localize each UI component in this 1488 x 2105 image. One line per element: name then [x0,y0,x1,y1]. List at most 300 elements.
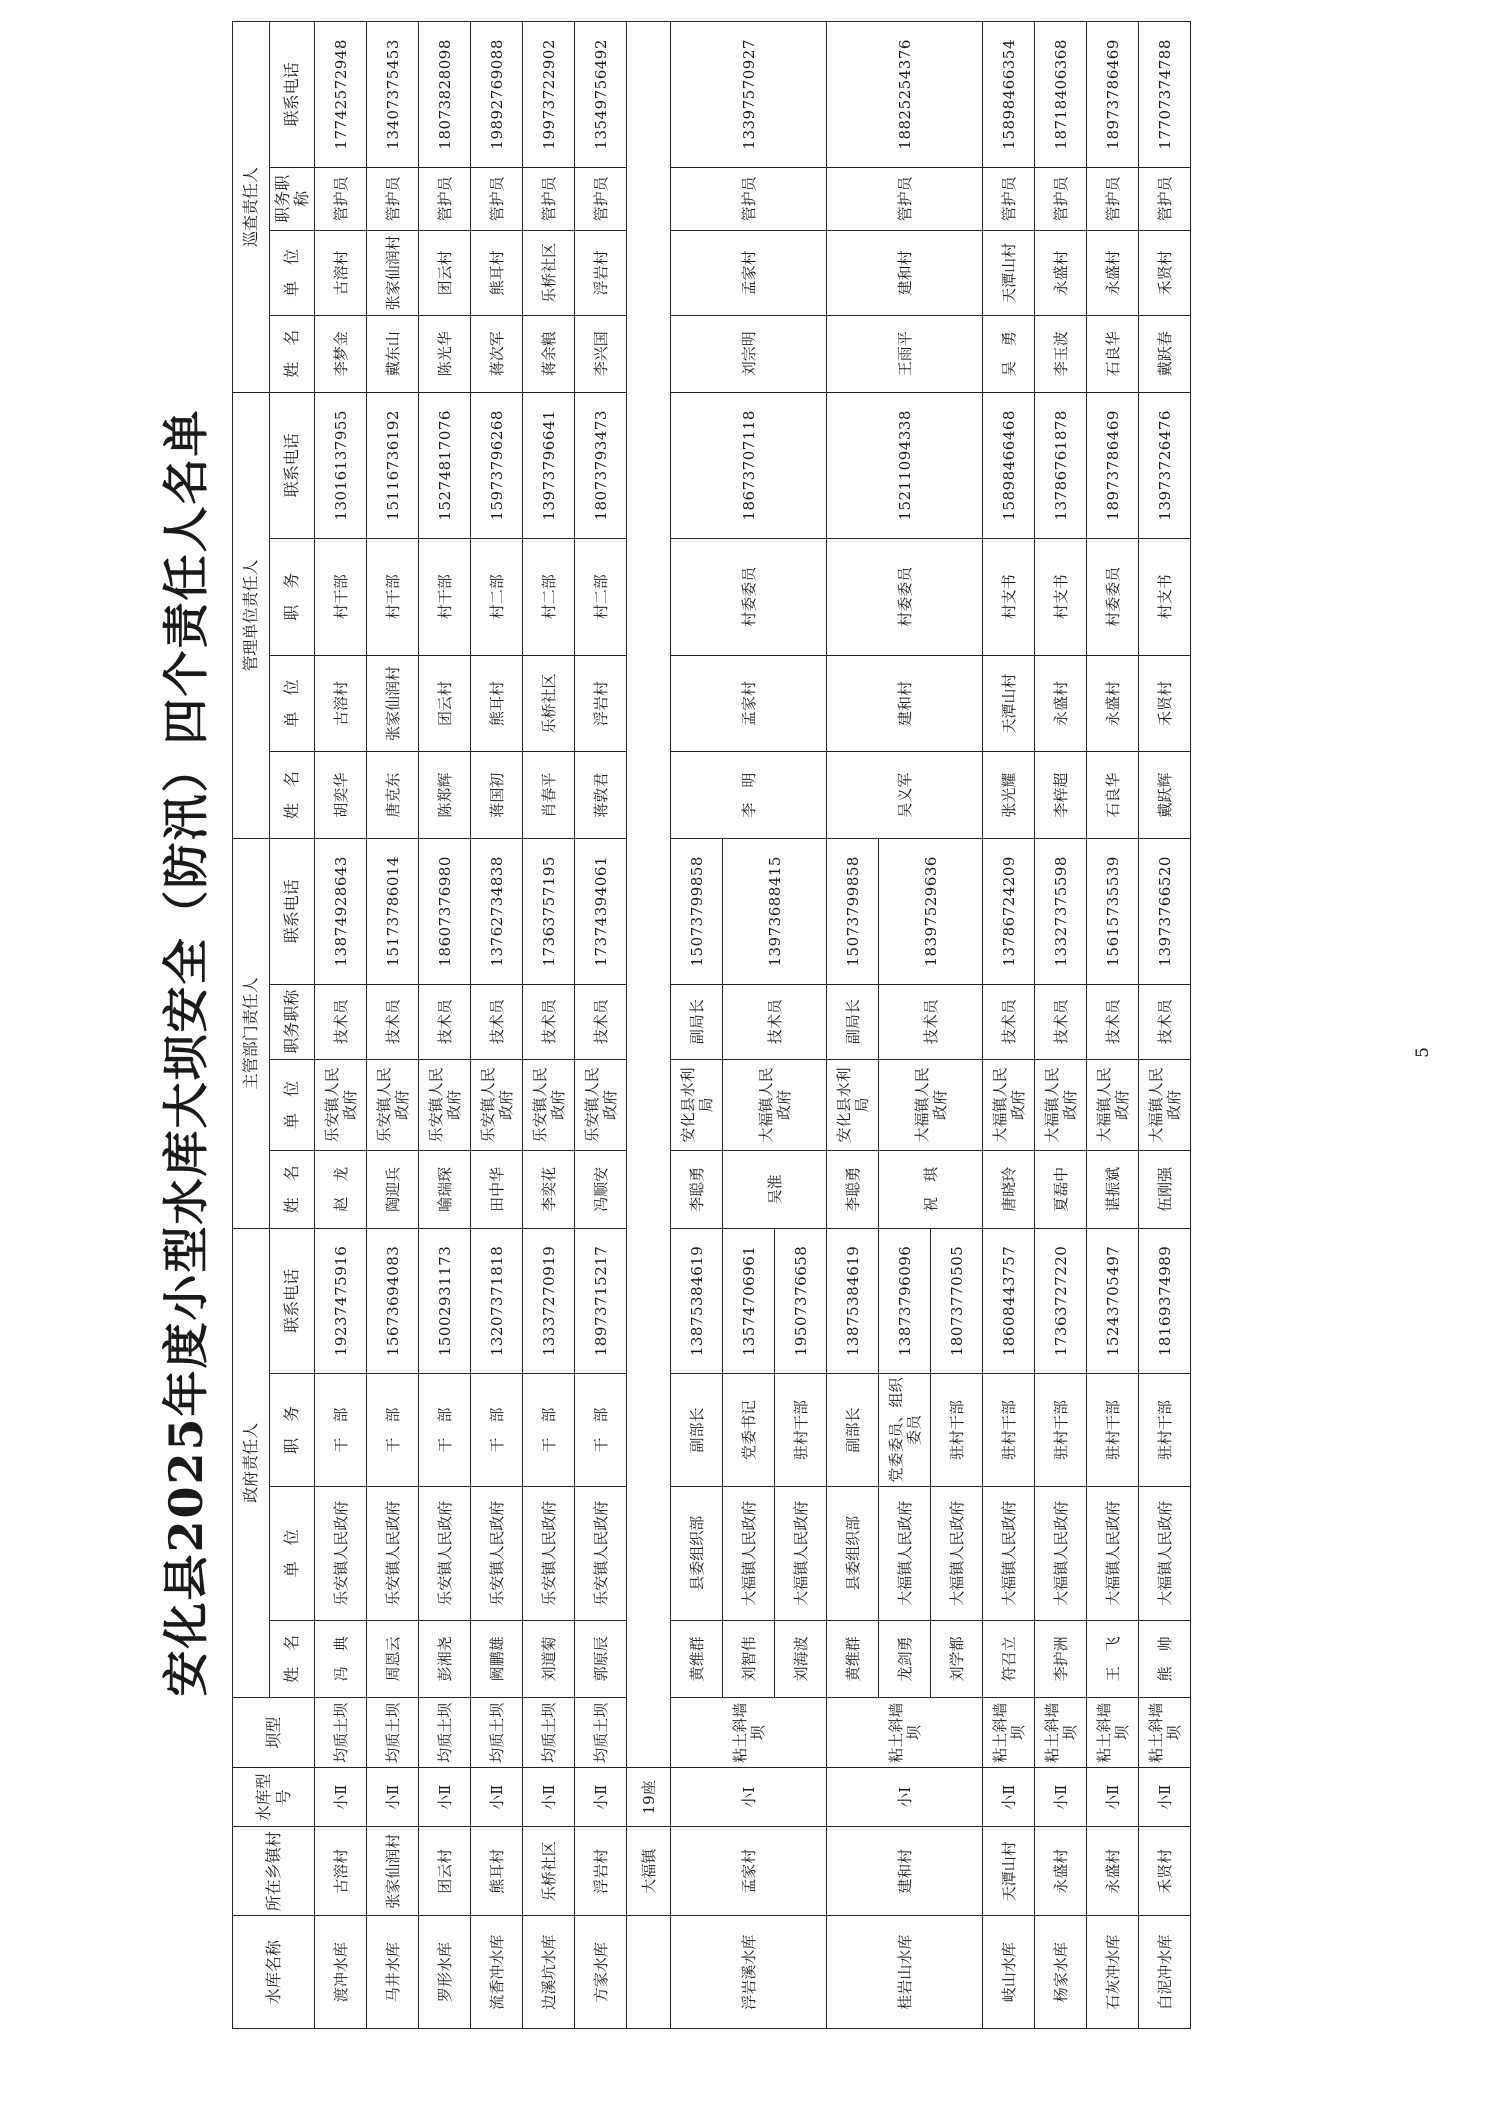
dept-phone: 15073799858 [671,839,723,985]
gov-name: 龙剑勇 [879,1620,931,1697]
summary-blank [627,1916,671,2029]
dept-phone: 13327375598 [1035,839,1087,985]
mgmt-duty: 村干部 [367,538,419,655]
document-title: 安化县2025年度小型水库大坝安全（防汛）四个责任人名单 [159,408,213,1697]
gov-unit: 乐安镇人民政府 [471,1486,523,1620]
mgmt-unit: 古溶村 [315,655,367,751]
gov-name: 符召立 [983,1620,1035,1697]
dept-title: 技术员 [983,984,1035,1059]
dept-title: 副局长 [671,984,723,1059]
patrol-phone: 15898466354 [983,22,1035,168]
table-row [471,22,523,2029]
mgmt-duty: 村委委员 [827,538,983,655]
town-village: 团云村 [419,1827,471,1916]
patrol-unit: 张家仙润村 [367,231,419,316]
table-row [671,22,723,2029]
mgmt-name: 石良华 [1087,752,1139,839]
summary-count: 19座 [627,1768,671,1827]
patrol-phone: 17707374788 [1139,22,1191,168]
dept-phone: 13973688415 [723,839,827,985]
town-village: 建和村 [827,1827,983,1916]
patrol-phone: 17742572948 [315,22,367,168]
dam-type: 粘土斜墙坝 [827,1698,983,1768]
dept-unit: 大福镇人民政府 [723,1059,827,1151]
dept-name: 谌振斌 [1087,1151,1139,1228]
gov-duty: 干 部 [575,1374,627,1487]
reservoir-name: 方家水库 [575,1916,627,2029]
dept-unit: 安化县水利局 [827,1059,879,1151]
mgmt-duty: 村支书 [1035,538,1087,655]
table-row [575,22,627,2029]
patrol-title: 管护员 [827,167,983,230]
gov-duty: 驻村干部 [983,1374,1035,1487]
dam-type: 粘土斜墙坝 [1087,1698,1139,1768]
dept-unit: 大福镇人民政府 [1087,1059,1139,1151]
reservoir-name: 石灰冲水库 [1087,1916,1139,2029]
patrol-unit: 孟家村 [671,231,827,316]
table-row [367,22,419,2029]
table-row [983,22,1035,2029]
patrol-phone: 19892769088 [471,22,523,168]
dept-phone: 17363757195 [523,839,575,985]
mgmt-phone: 15274817076 [419,393,471,539]
mgmt-duty: 村二部 [523,538,575,655]
mgmt-name: 张光耀 [983,752,1035,839]
mgmt-name: 蒋国初 [471,752,523,839]
patrol-phone: 18073828098 [419,22,471,168]
dept-unit: 乐安镇人民政府 [523,1059,575,1151]
subheader-name: 姓 名 [270,752,315,839]
table-body [315,22,1191,2029]
dept-name: 祝 琪 [879,1151,983,1228]
mgmt-unit: 乐桥社区 [523,655,575,751]
dept-name: 喻瑞琛 [419,1151,471,1228]
patrol-title: 管护员 [1087,167,1139,230]
dept-phone: 18397529636 [879,839,983,985]
patrol-name: 王雨平 [827,315,983,392]
mgmt-unit: 浮岩村 [575,655,627,751]
gov-phone: 19507376658 [775,1228,827,1374]
mgmt-duty: 村支书 [1139,538,1191,655]
subheader-duty: 职 务 [270,538,315,655]
patrol-name: 蒋余粮 [523,315,575,392]
header-gov: 政府责任人 [233,1228,270,1697]
reservoir-type: 小Ⅱ [1035,1768,1087,1827]
gov-unit: 大福镇人民政府 [723,1486,775,1620]
table-row [315,22,367,2029]
gov-unit: 大福镇人民政府 [775,1486,827,1620]
reservoir-type: 小Ⅱ [1139,1768,1191,1827]
town-summary-row [627,22,671,2029]
dept-title: 技术员 [523,984,575,1059]
subheader-duty: 职 务 [270,1374,315,1487]
dept-title: 技术员 [1139,984,1191,1059]
mgmt-name: 唐克东 [367,752,419,839]
table-row [419,22,471,2029]
dept-name: 伍刚强 [1139,1151,1191,1228]
dept-unit: 乐安镇人民政府 [471,1059,523,1151]
patrol-name: 戴东山 [367,315,419,392]
dam-type: 粘土斜墙坝 [671,1698,827,1768]
patrol-phone: 19973722902 [523,22,575,168]
dept-phone: 13973766520 [1139,839,1191,985]
town-village: 张家仙润村 [367,1827,419,1916]
gov-phone: 13207371818 [471,1228,523,1374]
town-village: 永盛村 [1087,1827,1139,1916]
gov-unit: 大福镇人民政府 [1035,1486,1087,1620]
reservoir-name: 罗形水库 [419,1916,471,2029]
gov-unit: 大福镇人民政府 [931,1486,983,1620]
mgmt-phone: 18673707118 [671,393,827,539]
gov-name: 彭湘尧 [419,1620,471,1697]
mgmt-name: 吴义军 [827,752,983,839]
mgmt-name: 戴跃辉 [1139,752,1191,839]
gov-duty: 副部长 [827,1374,879,1487]
dam-type: 均质土坝 [367,1698,419,1768]
patrol-title: 管护员 [315,167,367,230]
gov-duty: 干 部 [471,1374,523,1487]
gov-duty: 驻村干部 [1139,1374,1191,1487]
gov-duty: 驻村干部 [775,1374,827,1487]
dam-type: 均质土坝 [523,1698,575,1768]
mgmt-unit: 孟家村 [671,655,827,751]
patrol-name: 戴跃春 [1139,315,1191,392]
mgmt-unit: 永盛村 [1035,655,1087,751]
gov-unit: 大福镇人民政府 [1139,1486,1191,1620]
patrol-title: 管护员 [983,167,1035,230]
reservoir-type: 小Ⅱ [1087,1768,1139,1827]
gov-unit: 县委组织部 [827,1486,879,1620]
dept-unit: 大福镇人民政府 [1139,1059,1191,1151]
mgmt-phone: 13016137955 [315,393,367,539]
patrol-unit: 永盛村 [1087,231,1139,316]
patrol-phone: 13549756492 [575,22,627,168]
dam-type: 均质土坝 [315,1698,367,1768]
town-village: 古溶村 [315,1827,367,1916]
table-row [523,22,575,2029]
gov-unit: 大福镇人民政府 [879,1486,931,1620]
dept-unit: 大福镇人民政府 [983,1059,1035,1151]
mgmt-duty: 村干部 [419,538,471,655]
subheader-title: 职务职称 [270,167,315,230]
patrol-name: 李兴国 [575,315,627,392]
mgmt-unit: 禾贤村 [1139,655,1191,751]
mgmt-name: 陈郑辉 [419,752,471,839]
header-type: 水库型号 [233,1768,315,1827]
subheader-name: 姓 名 [270,1620,315,1697]
gov-name: 刘智伟 [723,1620,775,1697]
reservoir-type: 小Ⅱ [575,1768,627,1827]
dept-unit: 乐安镇人民政府 [575,1059,627,1151]
mgmt-name: 肖春平 [523,752,575,839]
dept-name: 吴淮 [723,1151,827,1228]
reservoir-type: 小Ⅱ [983,1768,1035,1827]
table-row [827,22,879,2029]
dept-name: 李聪勇 [827,1151,879,1228]
gov-name: 李护洲 [1035,1620,1087,1697]
dept-phone: 13762734838 [471,839,523,985]
gov-phone: 13875384619 [671,1228,723,1374]
dept-title: 技术员 [1087,984,1139,1059]
subheader-phone: 联系电话 [270,22,315,168]
gov-duty: 驻村干部 [931,1374,983,1487]
mgmt-name: 李 明 [671,752,827,839]
mgmt-phone: 13786761878 [1035,393,1087,539]
reservoir-type: 小Ⅱ [315,1768,367,1827]
subheader-unit: 单 位 [270,231,315,316]
dam-type: 均质土坝 [471,1698,523,1768]
gov-phone: 13337270919 [523,1228,575,1374]
town-village: 熊耳村 [471,1827,523,1916]
patrol-unit: 浮岩村 [575,231,627,316]
gov-name: 郭原辰 [575,1620,627,1697]
table-row [1139,22,1191,2029]
dept-title: 技术员 [575,984,627,1059]
reservoir-type: 小Ⅰ [827,1768,983,1827]
gov-duty: 驻村干部 [1087,1374,1139,1487]
mgmt-phone: 18973786469 [1087,393,1139,539]
subheader-unit: 单 位 [270,1059,315,1151]
dept-name: 唐晓玲 [983,1151,1035,1228]
town-village: 天潭山村 [983,1827,1035,1916]
reservoir-type: 小Ⅱ [367,1768,419,1827]
gov-phone: 18169374989 [1139,1228,1191,1374]
dept-title: 副局长 [827,984,879,1059]
patrol-unit: 团云村 [419,231,471,316]
patrol-unit: 熊耳村 [471,231,523,316]
dam-type: 均质土坝 [575,1698,627,1768]
patrol-phone: 18825254376 [827,22,983,168]
mgmt-duty: 村委委员 [1087,538,1139,655]
patrol-unit: 天潭山村 [983,231,1035,316]
gov-duty: 党委委员、组织委员 [879,1374,931,1487]
dept-title: 技术员 [315,984,367,1059]
gov-duty: 干 部 [367,1374,419,1487]
dept-unit: 大福镇人民政府 [1035,1059,1087,1151]
gov-name: 黄维群 [671,1620,723,1697]
responsibility-table [232,21,1191,2029]
gov-phone: 13574706961 [723,1228,775,1374]
mgmt-duty: 村二部 [575,538,627,655]
summary-town: 大福镇 [627,1827,671,1916]
reservoir-type: 小Ⅰ [671,1768,827,1827]
header-town: 所在乡镇村 [233,1827,315,1916]
patrol-title: 管护员 [1139,167,1191,230]
patrol-title: 管护员 [575,167,627,230]
gov-phone: 17363727220 [1035,1228,1087,1374]
dept-title: 技术员 [419,984,471,1059]
dept-unit: 大福镇人民政府 [879,1059,983,1151]
town-village: 永盛村 [1035,1827,1087,1916]
gov-duty: 驻村干部 [1035,1374,1087,1487]
mgmt-phone: 18073793473 [575,393,627,539]
patrol-unit: 建和村 [827,231,983,316]
gov-unit: 乐安镇人民政府 [523,1486,575,1620]
gov-name: 王 飞 [1087,1620,1139,1697]
page-number: 5 [1413,1047,1433,1058]
town-village: 浮岩村 [575,1827,627,1916]
mgmt-unit: 团云村 [419,655,471,751]
reservoir-name: 马井水库 [367,1916,419,2029]
reservoir-type: 小Ⅱ [523,1768,575,1827]
gov-phone: 15673694083 [367,1228,419,1374]
patrol-unit: 永盛村 [1035,231,1087,316]
dam-type: 均质土坝 [419,1698,471,1768]
table-row [1035,22,1087,2029]
patrol-title: 管护员 [367,167,419,230]
patrol-phone: 13407375453 [367,22,419,168]
gov-name: 周恩云 [367,1620,419,1697]
dept-title: 技术员 [367,984,419,1059]
mgmt-unit: 永盛村 [1087,655,1139,751]
gov-phone: 18608443757 [983,1228,1035,1374]
patrol-name: 李玉波 [1035,315,1087,392]
patrol-title: 管护员 [1035,167,1087,230]
patrol-phone: 18973786469 [1087,22,1139,168]
gov-unit: 乐安镇人民政府 [367,1486,419,1620]
dept-unit: 乐安镇人民政府 [419,1059,471,1151]
patrol-title: 管护员 [419,167,471,230]
gov-phone: 13875384619 [827,1228,879,1374]
mgmt-duty: 村干部 [315,538,367,655]
town-village: 乐桥社区 [523,1827,575,1916]
gov-phone: 18973715217 [575,1228,627,1374]
dept-unit: 安化县水利局 [671,1059,723,1151]
reservoir-name: 杨家水库 [1035,1916,1087,2029]
mgmt-unit: 熊耳村 [471,655,523,751]
subheader-unit: 单 位 [270,655,315,751]
patrol-name: 陈光华 [419,315,471,392]
mgmt-phone: 15898466468 [983,393,1035,539]
mgmt-duty: 村委委员 [671,538,827,655]
gov-duty: 副部长 [671,1374,723,1487]
dept-phone: 18607376980 [419,839,471,985]
gov-name: 黄维群 [827,1620,879,1697]
gov-unit: 县委组织部 [671,1486,723,1620]
dept-phone: 15073799858 [827,839,879,985]
reservoir-type: 小Ⅱ [471,1768,523,1827]
dept-name: 李聪勇 [671,1151,723,1228]
subheader-phone: 联系电话 [270,393,315,539]
dept-title: 技术员 [723,984,827,1059]
patrol-name: 刘宗明 [671,315,827,392]
dept-name: 夏磊中 [1035,1151,1087,1228]
reservoir-name: 岐山水库 [983,1916,1035,2029]
patrol-unit: 乐桥社区 [523,231,575,316]
dept-title: 技术员 [879,984,983,1059]
dept-title: 技术员 [471,984,523,1059]
dept-name: 李奕花 [523,1151,575,1228]
town-village: 孟家村 [671,1827,827,1916]
table-header [233,22,315,2029]
mgmt-unit: 张家仙润村 [367,655,419,751]
gov-unit: 乐安镇人民政府 [419,1486,471,1620]
gov-name: 熊 帅 [1139,1620,1191,1697]
gov-phone: 13873796096 [879,1228,931,1374]
town-village: 禾贤村 [1139,1827,1191,1916]
header-patrol: 巡查责任人 [233,22,270,393]
gov-duty: 党委书记 [723,1374,775,1487]
gov-phone: 15243705497 [1087,1228,1139,1374]
patrol-unit: 禾贤村 [1139,231,1191,316]
reservoir-name: 浮岩溪水库 [671,1916,827,2029]
mgmt-name: 胡奕华 [315,752,367,839]
reservoir-name: 流香冲水库 [471,1916,523,2029]
subheader-unit: 单 位 [270,1486,315,1620]
header-mgmt: 管理单位责任人 [233,393,270,839]
dept-phone: 13786724209 [983,839,1035,985]
patrol-unit: 古溶村 [315,231,367,316]
patrol-phone: 18718406368 [1035,22,1087,168]
subheader-name: 姓 名 [270,315,315,392]
summary-blank [627,22,671,1768]
subheader-title: 职务职称 [270,984,315,1059]
gov-name: 刘学都 [931,1620,983,1697]
dept-name: 陶迎兵 [367,1151,419,1228]
mgmt-name: 李梓超 [1035,752,1087,839]
patrol-phone: 13397570927 [671,22,827,168]
reservoir-name: 白泥冲水库 [1139,1916,1191,2029]
gov-duty: 干 部 [315,1374,367,1487]
dept-phone: 15615735539 [1087,839,1139,985]
gov-name: 阙鹏雄 [471,1620,523,1697]
patrol-name: 吴 勇 [983,315,1035,392]
gov-unit: 大福镇人民政府 [1087,1486,1139,1620]
gov-phone: 15002931173 [419,1228,471,1374]
mgmt-unit: 建和村 [827,655,983,751]
gov-unit: 乐安镇人民政府 [575,1486,627,1620]
header-dept: 主管部门责任人 [233,839,270,1229]
header-name: 水库名称 [233,1916,315,2029]
mgmt-phone: 15973796268 [471,393,523,539]
mgmt-phone: 15211094338 [827,393,983,539]
patrol-title: 管护员 [671,167,827,230]
gov-name: 冯 典 [315,1620,367,1697]
patrol-name: 李梦金 [315,315,367,392]
dept-phone: 13874928643 [315,839,367,985]
subheader-phone: 联系电话 [270,1228,315,1374]
mgmt-phone: 13973796641 [523,393,575,539]
gov-name: 刘海波 [775,1620,827,1697]
gov-phone: 19237475916 [315,1228,367,1374]
table-row [1087,22,1139,2029]
mgmt-duty: 村支书 [983,538,1035,655]
gov-duty: 干 部 [523,1374,575,1487]
header-dam: 坝型 [233,1698,315,1768]
dam-type: 粘土斜墙坝 [1035,1698,1087,1768]
dept-phone: 15173786014 [367,839,419,985]
gov-duty: 干 部 [419,1374,471,1487]
subheader-phone: 联系电话 [270,839,315,985]
dam-type: 粘土斜墙坝 [983,1698,1035,1768]
gov-phone: 18073770505 [931,1228,983,1374]
reservoir-name: 桂岩山水库 [827,1916,983,2029]
reservoir-name: 边溪坑水库 [523,1916,575,2029]
gov-unit: 乐安镇人民政府 [315,1486,367,1620]
dept-unit: 乐安镇人民政府 [315,1059,367,1151]
mgmt-phone: 15116736192 [367,393,419,539]
patrol-title: 管护员 [523,167,575,230]
dam-type: 粘土斜墙坝 [1139,1698,1191,1768]
reservoir-type: 小Ⅱ [419,1768,471,1827]
mgmt-duty: 村二部 [471,538,523,655]
reservoir-name: 渡冲水库 [315,1916,367,2029]
patrol-title: 管护员 [471,167,523,230]
dept-title: 技术员 [1035,984,1087,1059]
dept-name: 田中华 [471,1151,523,1228]
mgmt-name: 蒋敦君 [575,752,627,839]
patrol-name: 石良华 [1087,315,1139,392]
